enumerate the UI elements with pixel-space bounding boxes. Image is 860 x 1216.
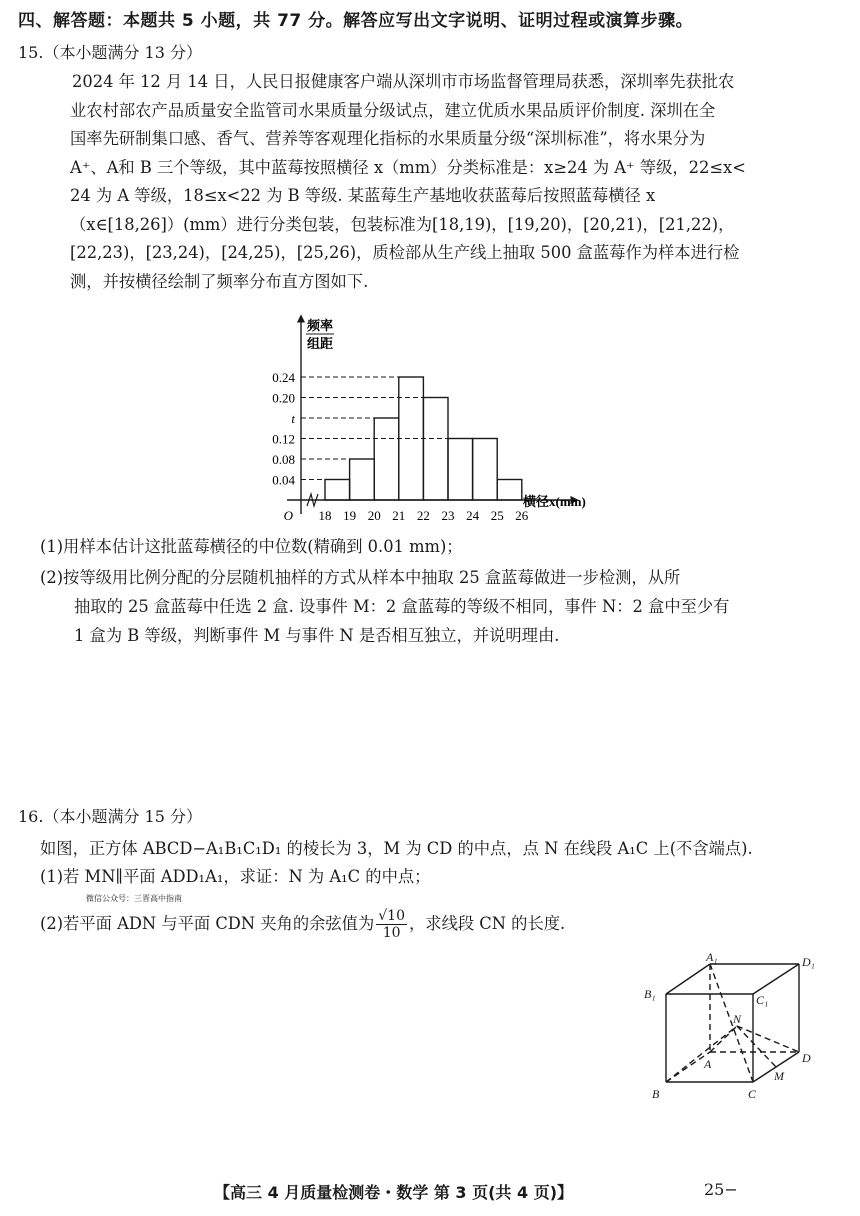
- x-tick-label: 20: [367, 508, 381, 523]
- q15-body-line: （x∈[18,26]）(mm）进行分类包装，包装标准为[18,19)，[19,20)，[20,21)，[21,22)，: [70, 214, 735, 234]
- label-a1: A₁: [706, 952, 718, 964]
- q16-intro: 如图，正方体 ABCD−A₁B₁C₁D₁ 的棱长为 3，M 为 CD 的中点，点 N 在线段 A₁C 上(不含端点).: [40, 839, 753, 858]
- q15-body-line: A⁺、A和 B 三个等级，其中蓝莓按照横径 x（mm）分类标准是：x≥24 为 A⁺ 等级，22≤x<: [70, 157, 746, 177]
- label-d1: D₁: [802, 955, 815, 969]
- q15-body: [72, 68, 832, 296]
- footer-code: 25−: [704, 1180, 738, 1199]
- label-c1: C₁: [756, 993, 769, 1007]
- histogram-bar: [350, 459, 375, 500]
- histogram-bar: [423, 398, 448, 501]
- x-tick-label: 22: [416, 508, 430, 523]
- x-tick-label: 21: [392, 508, 406, 523]
- axis-break-mark: [307, 494, 318, 506]
- q15-body-line: 业农村部农产品质量安全监管司水果质量分级试点，建立优质水果品质评价制度. 深圳在全: [70, 100, 716, 120]
- label-n: N: [733, 1012, 742, 1026]
- label-a: A: [704, 1057, 712, 1071]
- y-tick-label: t: [291, 411, 295, 426]
- histogram-bar: [399, 377, 424, 500]
- x-axis-label: 横径x(mm): [523, 494, 586, 509]
- page-footer: 【高三 4 月质量检测卷・数学 第 3 页(共 4 页)】: [214, 1183, 574, 1202]
- q16-heading: 16.（本小题满分 15 分）: [18, 807, 202, 826]
- segment-a1c: [710, 964, 753, 1082]
- q15-body-line: 2024 年 12 月 14 日，人民日报健康客户端从深圳市市场监督管理局获悉，深圳率先获批农: [72, 72, 735, 91]
- segment-nd: [737, 1026, 799, 1052]
- x-tick-label: 25: [490, 508, 504, 523]
- q15-body-line: 24 为 A 等级，18≤x<22 为 B 等级. 某蓝莓生产基地收获蓝莓后按照蓝莓横径 x: [70, 186, 656, 205]
- watermark-note: 微信公众号：三晋高中指南: [86, 894, 182, 903]
- y-tick-label: 0.20: [272, 390, 295, 406]
- y-axis-label-bottom: 组距: [307, 336, 334, 351]
- x-tick-label: 18: [318, 508, 332, 523]
- y-tick-label: 0.04: [272, 472, 295, 488]
- q15-sub2: [40, 563, 830, 650]
- histogram-bar: [374, 418, 399, 500]
- fraction-denominator: 10: [382, 925, 401, 941]
- q15-body-line: 测，并按横径绘制了频率分布直方图如下.: [70, 271, 369, 291]
- fraction-numerator: √10: [378, 908, 405, 924]
- histogram-bar: [448, 439, 473, 501]
- y-axis-label-top: 频率: [307, 318, 334, 333]
- q16-sub1: (1)若 MN∥平面 ADD₁A₁，求证：N 为 A₁C 的中点；: [40, 867, 431, 886]
- edge-b1a1: [666, 964, 710, 994]
- q15-sub2-line: (2)按等级用比例分配的分层随机抽样的方式从样本中抽取 25 盒蓝莓做进一步检测，从所: [40, 568, 681, 587]
- section-title: 四、解答题：本题共 5 小题，共 77 分。解答应写出文字说明、证明过程或演算步骤。: [18, 11, 694, 31]
- histogram-bar: [497, 480, 522, 501]
- y-tick-label: 0.24: [272, 370, 295, 385]
- segment-bn: [666, 1026, 737, 1082]
- cosine-fraction: [376, 908, 407, 941]
- label-c: C: [748, 1087, 757, 1101]
- q16-sub2-text: (2)若平面 ADN 与平面 CDN 夹角的余弦值为: [40, 914, 375, 933]
- x-tick-label: 19: [343, 508, 357, 523]
- cube-figure: [636, 952, 836, 1104]
- origin-label: O: [283, 508, 293, 523]
- y-tick-label: 0.08: [272, 452, 295, 467]
- histogram-bar: [473, 439, 498, 501]
- histogram-bar: [325, 480, 350, 501]
- label-b: B: [652, 1087, 660, 1101]
- edge-c1d1: [753, 964, 799, 994]
- histogram-chart: [255, 312, 615, 530]
- q15-body-line: [22,23)，[23,24)，[24,25)，[25,26)，质检部从生产线上抽取 500 盒蓝莓作为样本进行检: [70, 243, 740, 262]
- segment-nm: [737, 1026, 776, 1067]
- label-d: D: [802, 1051, 811, 1065]
- q15-body-line: 国率先研制集口感、香气、营养等客观理化指标的水果质量分级“深圳标准”，将水果分为: [70, 129, 706, 148]
- x-tick-label: 26: [515, 508, 529, 523]
- y-tick-label: 0.12: [272, 431, 295, 447]
- q16-sub2-text-end: ，求线段 CN 的长度.: [409, 914, 566, 933]
- label-m: M: [774, 1069, 784, 1083]
- x-tick-label: 23: [441, 508, 455, 523]
- q15-sub2-line: 抽取的 25 盒蓝莓中任选 2 盒. 设事件 M：2 盒蓝莓的等级不相同，事件 N：2 盒中至少有: [74, 597, 730, 616]
- q15-sub1: (1)用样本估计这批蓝莓横径的中位数(精确到 0.01 mm)；: [40, 537, 463, 556]
- label-b1: B₁: [644, 987, 656, 1001]
- q16-sub2: [40, 908, 565, 941]
- x-tick-label: 24: [466, 508, 480, 523]
- q15-heading: 15.（本小题满分 13 分）: [18, 43, 202, 62]
- q15-sub2-line: 1 盒为 B 等级，判断事件 M 与事件 N 是否相互独立，并说明理由.: [74, 626, 560, 645]
